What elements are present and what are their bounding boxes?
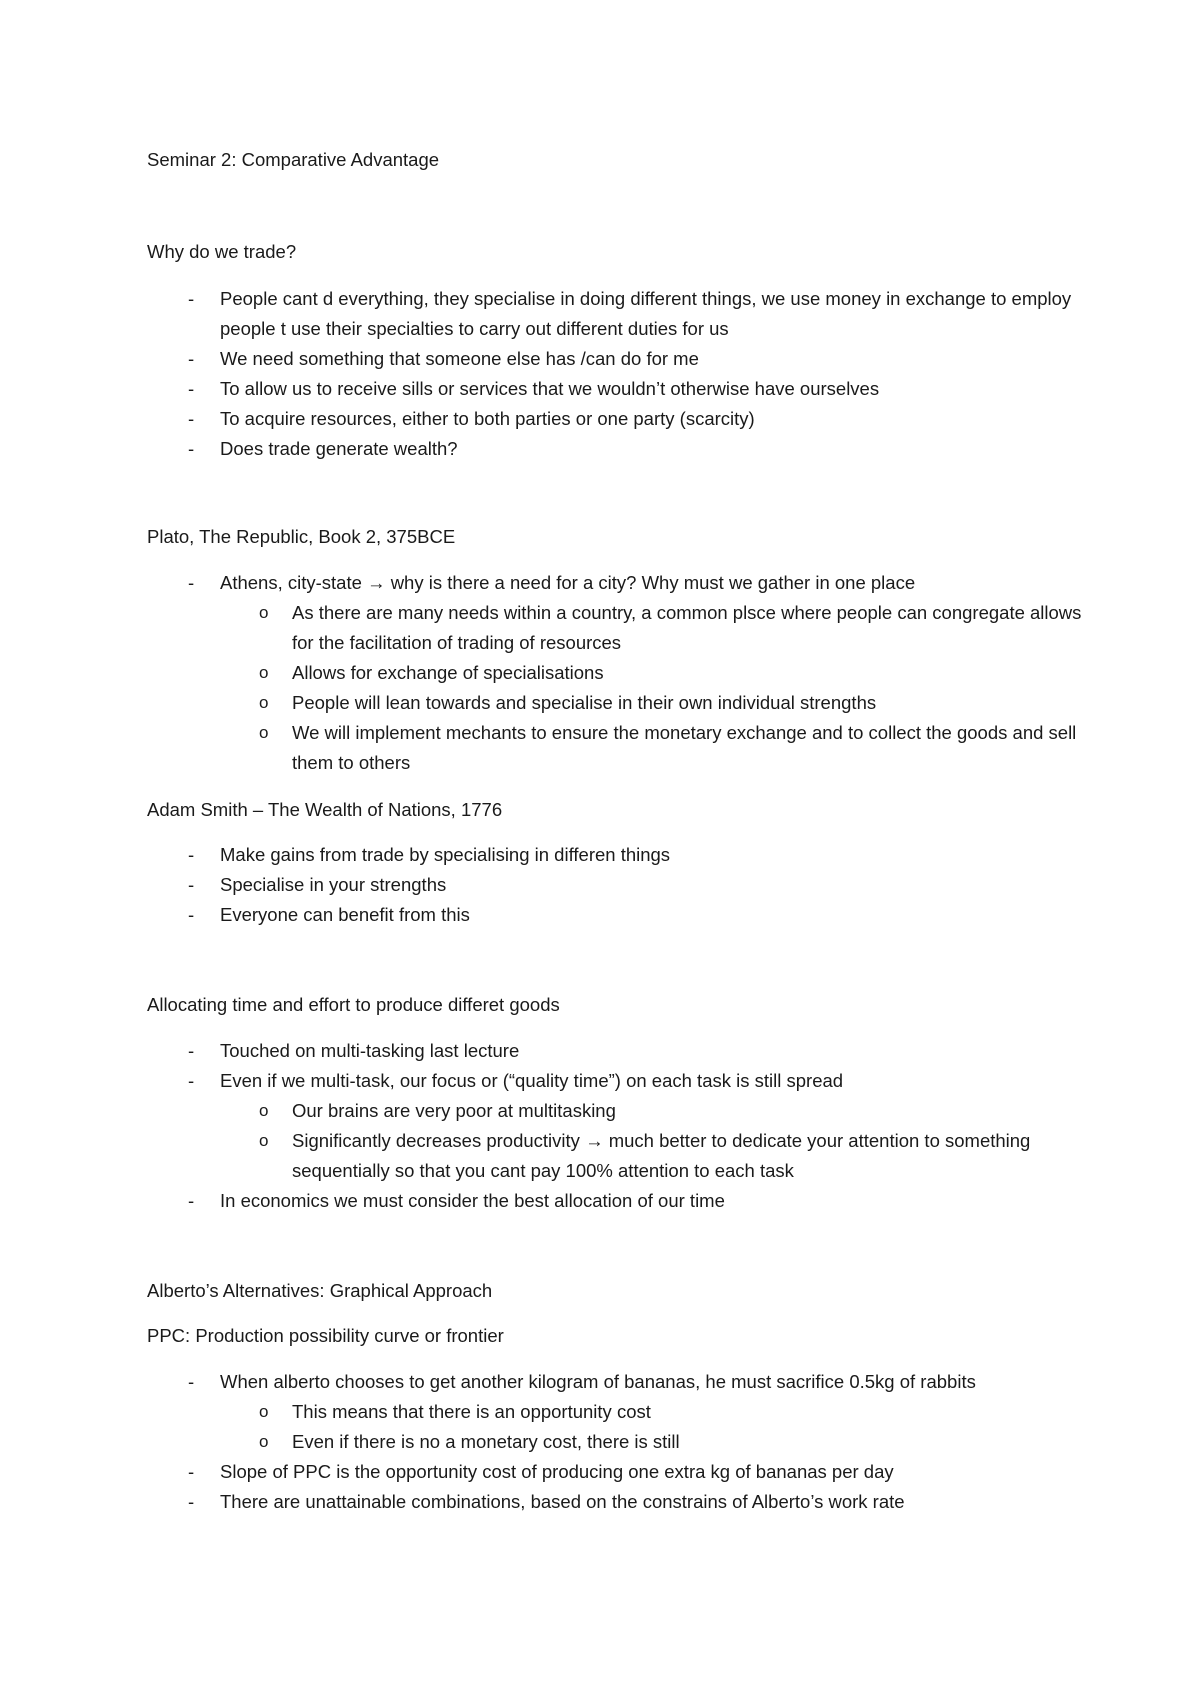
dash-bullet: -: [188, 288, 195, 309]
sub-list-item-text: Even if there is no a monetary cost, there is still: [292, 1431, 680, 1452]
section-heading-plato: Plato, The Republic, Book 2, 375BCE: [147, 526, 456, 547]
list-item-text: Slope of PPC is the opportunity cost of producing one extra kg of bananas per day: [220, 1461, 894, 1482]
dash-bullet: -: [188, 1070, 195, 1091]
dash-bullet: -: [188, 844, 195, 865]
right-arrow-icon: →: [585, 1130, 604, 1151]
list-item-text: Touched on multi-tasking last lecture: [220, 1040, 520, 1061]
list-item-text: To acquire resources, either to both parties or one party (scarcity): [220, 408, 755, 429]
section-heading-allocating: Allocating time and effort to produce differet goods: [147, 994, 560, 1015]
list-item-text: There are unattainable combinations, based on the constrains of Alberto’s work rate: [220, 1491, 905, 1512]
circle-bullet: o: [259, 723, 269, 742]
sub-list-item-text: People will lean towards and specialise in their own individual strengths: [292, 692, 877, 713]
section-heading-alberto: Alberto’s Alternatives: Graphical Approach: [147, 1280, 493, 1301]
dash-bullet: -: [188, 348, 195, 369]
dash-bullet: -: [188, 378, 195, 399]
sub-list-item-text: As there are many needs within a country, a common plsce where people can congregate allows for the facilitation of trading of resources: [292, 602, 1082, 653]
dash-bullet: -: [188, 572, 195, 593]
dash-bullet: -: [188, 904, 195, 925]
dash-bullet: -: [188, 438, 195, 459]
sub-list-item-text: Significantly decreases productivity → much better to dedicate your attention to something sequentially so that you cant pay 100% attention to each task: [292, 1130, 1031, 1181]
sub-list-item-text: We will implement mechants to ensure the monetary exchange and to collect the goods and sell them to others: [292, 722, 1077, 773]
list-item-text: Specialise in your strengths: [220, 874, 447, 895]
list-item-text: People cant d everything, they specialise in doing different things, we use money in exchange to employ people t use their specialties to carry out different duties for us: [220, 288, 1072, 339]
right-arrow-icon: →: [367, 572, 386, 593]
section-heading-trade: Why do we trade?: [147, 241, 297, 262]
sub-list-item-text: This means that there is an opportunity cost: [292, 1401, 651, 1422]
circle-bullet: o: [259, 603, 269, 622]
list-item-text: Does trade generate wealth?: [220, 438, 458, 459]
circle-bullet: o: [259, 693, 269, 712]
list-item-text: To allow us to receive sills or services that we wouldn’t otherwise have ourselves: [220, 378, 880, 399]
dash-bullet: -: [188, 408, 195, 429]
list-item-text: Everyone can benefit from this: [220, 904, 470, 925]
sub-list-item-text: Our brains are very poor at multitasking: [292, 1100, 616, 1121]
list-item-text: When alberto chooses to get another kilogram of bananas, he must sacrifice 0.5kg of rabbits: [220, 1371, 976, 1392]
dash-bullet: -: [188, 1371, 195, 1392]
list-item-text: In economics we must consider the best allocation of our time: [220, 1190, 725, 1211]
dash-bullet: -: [188, 1190, 195, 1211]
sub-list-item-text: Allows for exchange of specialisations: [292, 662, 604, 683]
circle-bullet: o: [259, 1432, 269, 1451]
dash-bullet: -: [188, 874, 195, 895]
circle-bullet: o: [259, 1131, 269, 1150]
section-heading-smith: Adam Smith – The Wealth of Nations, 1776: [147, 799, 503, 820]
list-item-text: Even if we multi-task, our focus or (“quality time”) on each task is still spread: [220, 1070, 844, 1091]
section-subheading-ppc: PPC: Production possibility curve or frontier: [147, 1325, 504, 1346]
document-title: Seminar 2: Comparative Advantage: [147, 149, 440, 170]
list-item-text: Athens, city-state → why is there a need for a city? Why must we gather in one place: [220, 572, 916, 593]
list-item-text: We need something that someone else has /can do for me: [220, 348, 699, 369]
dash-bullet: -: [188, 1461, 195, 1482]
circle-bullet: o: [259, 1101, 269, 1120]
dash-bullet: -: [188, 1040, 195, 1061]
circle-bullet: o: [259, 1402, 269, 1421]
list-item-text: Make gains from trade by specialising in differen things: [220, 844, 671, 865]
dash-bullet: -: [188, 1491, 195, 1512]
circle-bullet: o: [259, 663, 269, 682]
